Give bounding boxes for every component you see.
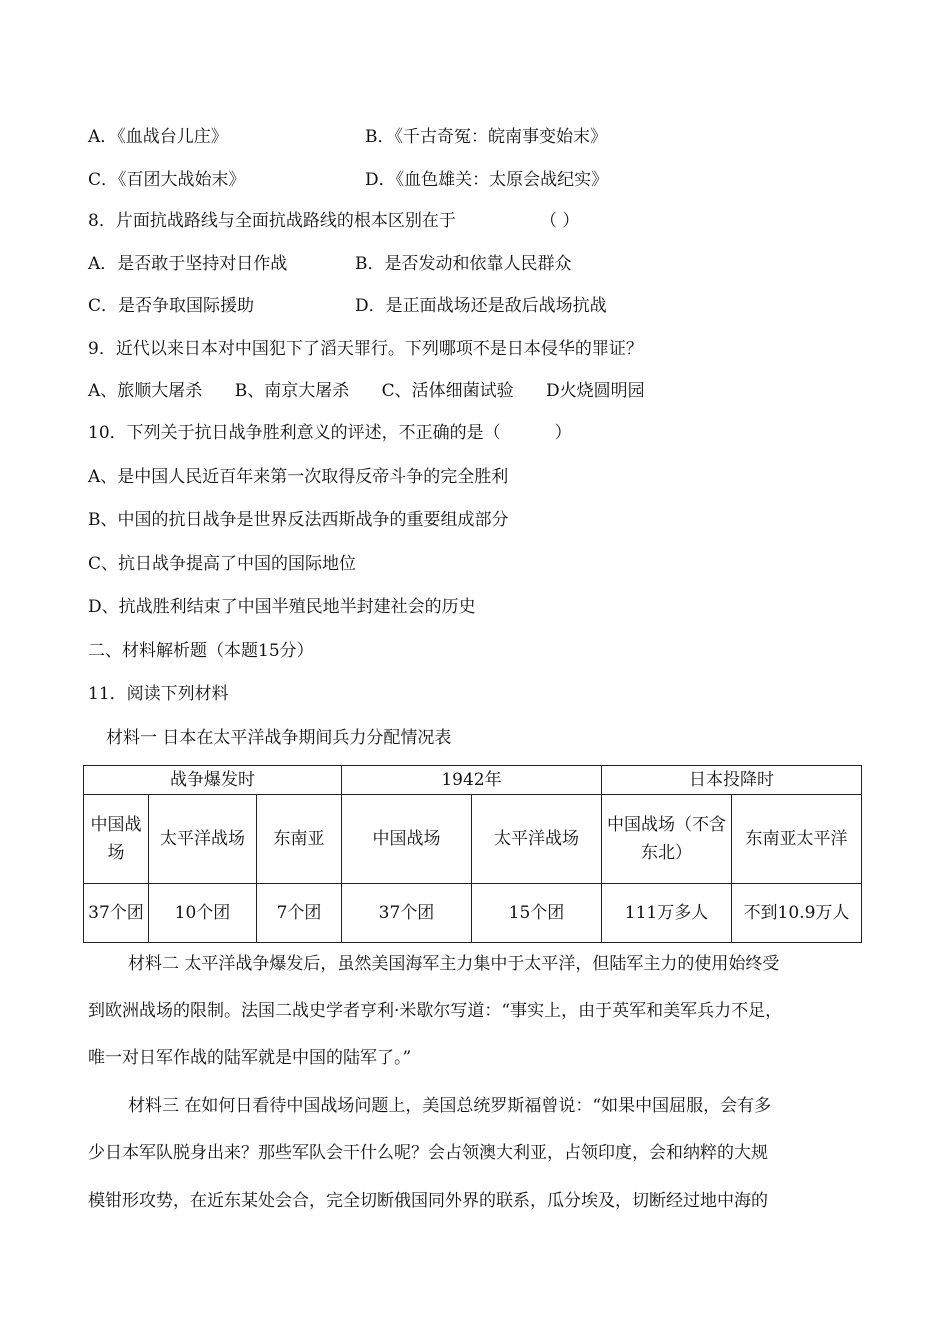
q7-options-row1 bbox=[88, 126, 607, 148]
value-cell: 7个团 bbox=[257, 884, 342, 943]
material-3-line-2: 少日本军队脱身出来？那些军队会干什么呢？会占领澳大利亚，占领印度，会和纳粹的大规 bbox=[88, 1143, 768, 1163]
q10-stem: 10．下列关于抗日战争胜利意义的评述，不正确的是（ ） bbox=[88, 423, 572, 443]
sub-header-cell: 东南亚 bbox=[257, 795, 342, 884]
q10-option-b: B、中国的抗日战争是世界反法西斯战争的重要组成部分 bbox=[88, 510, 509, 530]
table-sub-header-row bbox=[84, 795, 862, 884]
material-2-line-3: 唯一对日军作战的陆军就是中国的陆军了。” bbox=[88, 1048, 412, 1068]
sub-header-cell: 中国战场 bbox=[342, 795, 472, 884]
q7-option-d: D．《血色雄关：太原会战纪实》 bbox=[365, 170, 609, 190]
table-period-header-row bbox=[84, 766, 862, 795]
q8-options-row2 bbox=[88, 295, 607, 317]
q7-option-b: B．《千古奇冤：皖南事变始末》 bbox=[365, 127, 607, 147]
troop-distribution-table bbox=[83, 765, 862, 943]
q7-options-row2 bbox=[88, 169, 609, 191]
sub-header-cell: 太平洋战场 bbox=[149, 795, 257, 884]
value-cell: 10个团 bbox=[149, 884, 257, 943]
q8-stem-line bbox=[88, 210, 580, 232]
section-2-heading: 二、材料解析题（本题15分） bbox=[88, 641, 314, 661]
material-2-line-1: 材料二 太平洋战争爆发后，虽然美国海军主力集中于太平洋，但陆军主力的使用始终受 bbox=[128, 954, 780, 974]
value-cell: 不到10.9万人 bbox=[732, 884, 862, 943]
material-3-line-3: 模钳形攻势，在近东某处会合，完全切断俄国同外界的联系，瓜分埃及，切断经过地中海的 bbox=[88, 1191, 768, 1211]
q10-option-a: A、是中国人民近百年来第一次取得反帝斗争的完全胜利 bbox=[88, 467, 509, 487]
q10-option-c: C、抗日战争提高了中国的国际地位 bbox=[88, 554, 357, 574]
value-cell: 111万多人 bbox=[602, 884, 732, 943]
q10-option-d: D、抗战胜利结束了中国半殖民地半封建社会的历史 bbox=[88, 597, 476, 617]
period-header-japan-surrender: 日本投降时 bbox=[602, 766, 862, 795]
q11-stem: 11．阅读下列材料 bbox=[88, 684, 229, 704]
material-2-line-2: 到欧洲战场的限制。法国二战史学者亨利·米歇尔写道：“事实上，由于英军和美军兵力不足， bbox=[88, 1001, 783, 1021]
sub-header-cell: 中国战场 bbox=[84, 795, 149, 884]
q8-option-d: D．是正面战场还是敌后战场抗战 bbox=[355, 296, 607, 316]
sub-header-cell: 太平洋战场 bbox=[472, 795, 602, 884]
q8-options-row1 bbox=[88, 253, 572, 275]
q8-option-a: A．是否敢于坚持对日作战 bbox=[88, 254, 288, 274]
period-header-1942: 1942年 bbox=[342, 766, 602, 795]
q8-option-c: C．是否争取国际援助 bbox=[88, 296, 255, 316]
table-value-row bbox=[84, 884, 862, 943]
material-1-title: 材料一 日本在太平洋战争期间兵力分配情况表 bbox=[106, 728, 452, 748]
sub-header-cell: 东南亚太平洋 bbox=[732, 795, 862, 884]
period-header-war-outbreak: 战争爆发时 bbox=[84, 766, 342, 795]
material-3-line-1: 材料三 在如何日看待中国战场问题上，美国总统罗斯福曾说：“如果中国屈服，会有多 bbox=[128, 1096, 772, 1116]
value-cell: 37个团 bbox=[342, 884, 472, 943]
q9-stem: 9．近代以来日本对中国犯下了滔天罪行。下列哪项不是日本侵华的罪证？ bbox=[88, 339, 643, 359]
q7-option-a: A．《血战台儿庄》 bbox=[88, 127, 228, 147]
q8-answer-blank: （ ） bbox=[540, 211, 580, 231]
q8-option-b: B．是否发动和依靠人民群众 bbox=[355, 254, 572, 274]
value-cell: 15个团 bbox=[472, 884, 602, 943]
q7-option-c: C．《百团大战始末》 bbox=[88, 170, 246, 190]
q8-stem: 8．片面抗战路线与全面抗战路线的根本区别在于 bbox=[88, 211, 456, 231]
value-cell: 37个团 bbox=[84, 884, 149, 943]
sub-header-cell: 中国战场（不含东北） bbox=[602, 795, 732, 884]
q9-options: A、旅顺大屠杀 B、南京大屠杀 C、活体细菌试验 D火烧圆明园 bbox=[88, 381, 645, 401]
